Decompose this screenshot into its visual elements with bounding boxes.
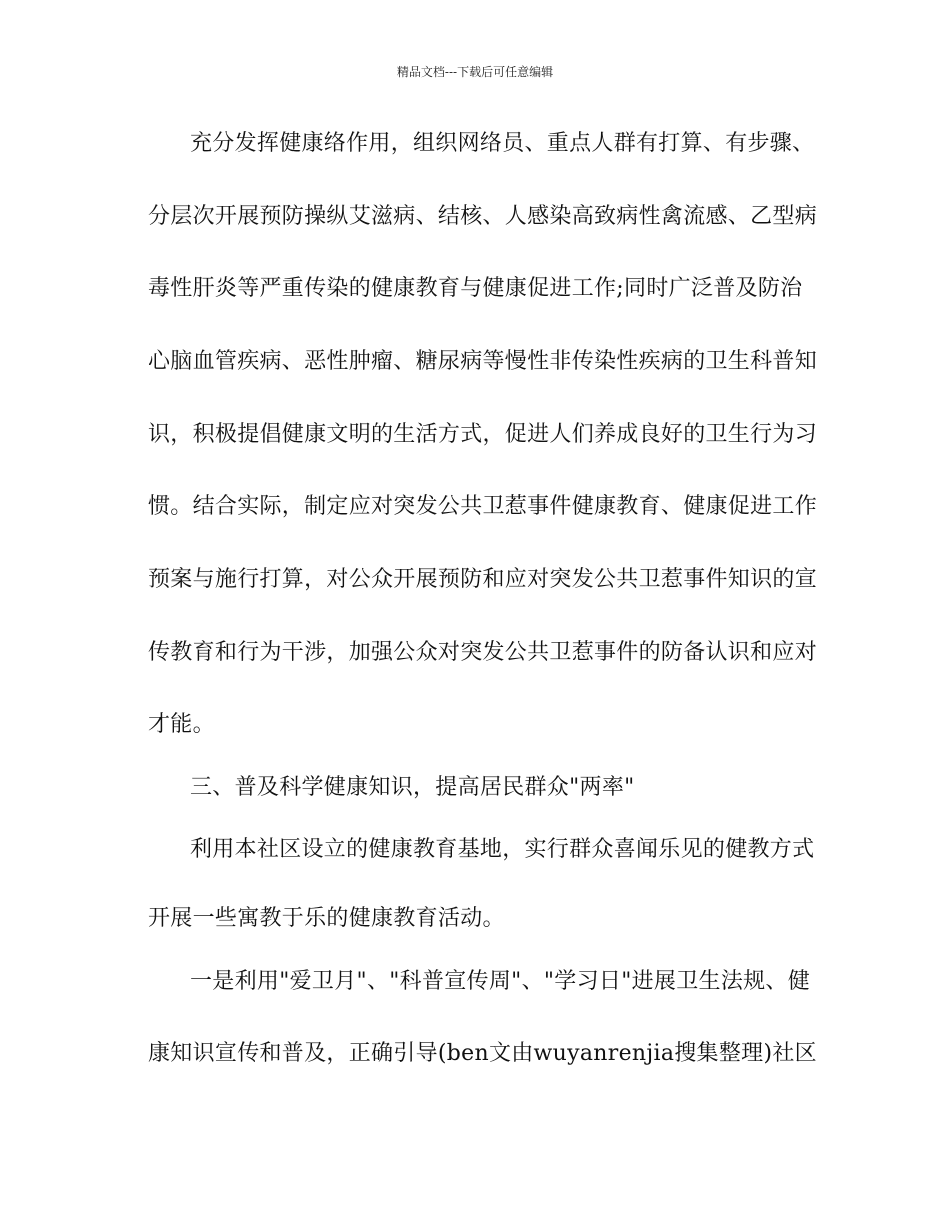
paragraph-line: 才能。	[148, 712, 215, 737]
paragraph-line: 毒性肝炎等严重传染的健康教育与健康促进工作;同时广泛普及防治	[148, 276, 803, 301]
paragraph-line: 心脑血管疾病、恶性肿瘤、糖尿病等慢性非传染性疾病的卫生科普知	[148, 349, 818, 374]
paragraph-line: 识，积极提倡健康文明的生活方式，促进人们养成良好的卫生行为习	[148, 422, 818, 447]
paragraph-line: 预案与施行打算，对公众开展预防和应对突发公共卫惹事件知识的宣	[148, 567, 818, 592]
paragraph-line: 惯。结合实际，制定应对突发公共卫惹事件健康教育、健康促进工作	[148, 494, 818, 519]
paragraph-line: 利用本社区设立的健康教育基地，实行群众喜闻乐见的健教方式	[190, 837, 815, 862]
paragraph-line: 充分发挥健康络作用，组织网络员、重点人群有打算、有步骤、	[190, 131, 815, 156]
page-header: 精品文档---下载后可任意编辑	[396, 65, 554, 79]
paragraph-line: 康知识宣传和普及，正确引导(ben文由wuyanrenjia搜集整理)社区	[148, 1041, 817, 1066]
section-heading: 三、普及科学健康知识，提高居民群众"两率"	[190, 775, 635, 800]
paragraph-line: 一是利用"爱卫月"、"科普宣传周"、"学习日"进展卫生法规、健	[190, 969, 811, 994]
paragraph-line: 分层次开展预防操纵艾滋病、结核、人感染高致病性禽流感、乙型病	[148, 204, 818, 229]
paragraph-line: 传教育和行为干涉，加强公众对突发公共卫惹事件的防备认识和应对	[148, 640, 818, 665]
paragraph-line: 开展一些寓教于乐的健康教育活动。	[148, 906, 505, 931]
